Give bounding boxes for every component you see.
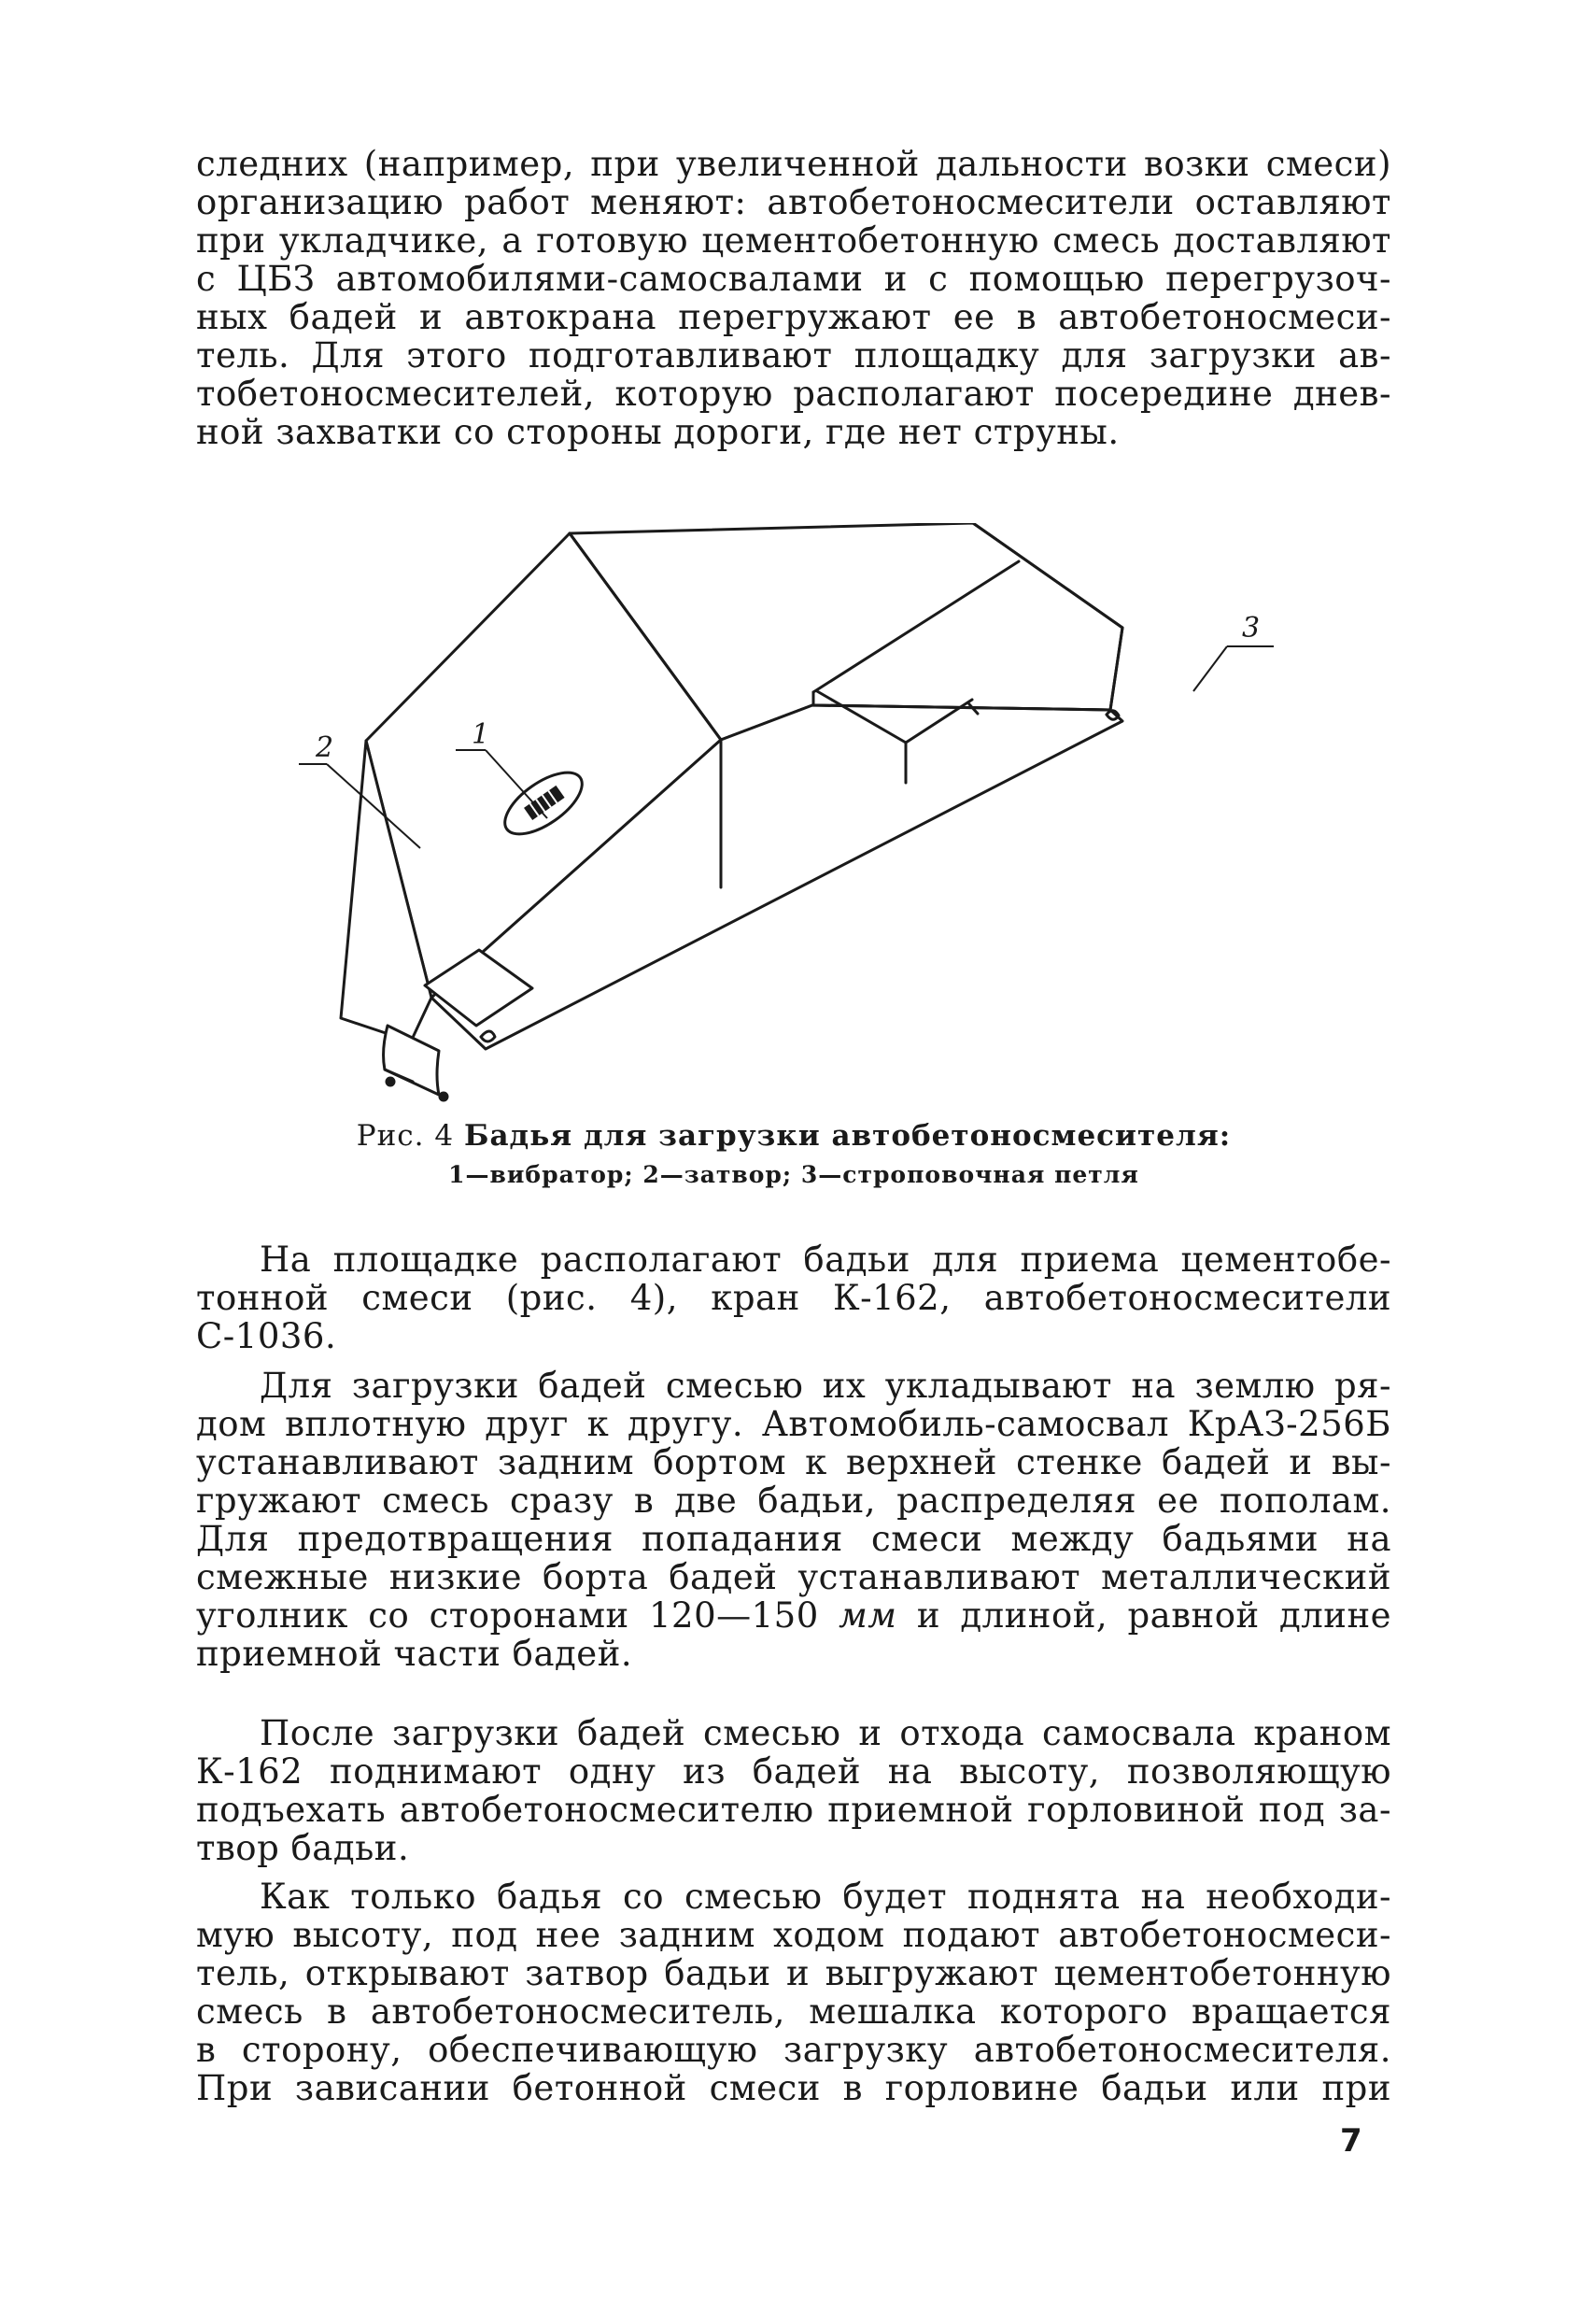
text-line: тонной смеси (рис. 4), кран К-162, автобетоносмесители [196, 1278, 1391, 1318]
text-line: организацию работ меняют: автобетоносмесители оставляют [196, 182, 1391, 222]
text-line: тобетоносмесителей, которую располагают посередине днев- [196, 374, 1391, 414]
callout-2: 2 [316, 731, 334, 764]
text-line: Как только бадья со смесью будет поднята на необходи- [260, 1877, 1391, 1917]
text-line: смежные низкие борта бадей устанавливают металлический [196, 1557, 1391, 1597]
text-line: в сторону, обеспечивающую загрузку автобетоносмесителя. [196, 2030, 1391, 2070]
text-line: тель. Для этого подготавливают площадку для загрузки ав- [196, 335, 1391, 376]
paragraph-3 [196, 1367, 1391, 1673]
text-line: при укладчике, а готовую цементобетонную смесь доставляют [196, 220, 1391, 261]
text-line: устанавливают задним бортом к верхней стенке бадей и вы- [196, 1442, 1391, 1482]
text-line [196, 1596, 1391, 1635]
text-line: приемной части бадей. [196, 1634, 633, 1674]
paragraph-1 [196, 145, 1391, 451]
text-line: мую высоту, под нее задним ходом подают автобетоносмеси- [196, 1915, 1391, 1955]
text-line: тель, открывают затвор бадьи и выгружают цементобетонную [196, 1953, 1391, 1993]
text-line: ных бадей и автокрана перегружают ее в автобетоносмеси- [196, 297, 1391, 337]
text-line: дом вплотную друг к другу. Автомобиль-самосвал КрАЗ-256Б [196, 1404, 1391, 1444]
callout-1: 1 [472, 718, 490, 751]
text-line: ной захватки со стороны дороги, где нет струны. [196, 412, 1120, 452]
figure-legend: 1—вибратор; 2—затвор; 3—строповочная петля [448, 1161, 1139, 1188]
paragraph-4 [196, 1714, 1391, 1867]
text-fragment: уголник со сторонами 120—150 [196, 1595, 819, 1636]
text-line: При зависании бетонной смеси в горловине бадьи или при [196, 2068, 1391, 2108]
text-line: твор бадьи. [196, 1828, 410, 1868]
caption-prefix: Рис. 4 [356, 1119, 455, 1153]
text-line: С-1036. [196, 1316, 337, 1356]
text-line: К-162 поднимают одну из бадей на высоту, позволяющую [196, 1751, 1391, 1792]
bucket-figure [299, 523, 1289, 1102]
text-line: На площадке располагают бадьи для приема цементобе- [260, 1240, 1391, 1280]
text-fragment: и длиной, равной длине [916, 1595, 1392, 1636]
paragraph-2 [196, 1240, 1391, 1355]
text-line: Для предотвращения попадания смеси между бадьями на [196, 1519, 1391, 1559]
figure-caption [196, 1119, 1391, 1153]
unit-mm: мм [839, 1595, 897, 1636]
text-line: гружают смесь сразу в две бадьи, распределяя ее пополам. [196, 1481, 1391, 1521]
page-number: 7 [1340, 2122, 1362, 2160]
text-line: После загрузки бадей смесью и отхода самосвала краном [260, 1713, 1391, 1753]
text-line: Для загрузки бадей смесью их укладывают на землю ря- [260, 1366, 1391, 1406]
caption-title: Бадья для загрузки автобетоносмесителя: [463, 1119, 1232, 1153]
text-line: подъехать автобетоносмесителю приемной горловиной под за- [196, 1790, 1391, 1830]
text-line: с ЦБЗ автомобилями-самосвалами и с помощью перегрузоч- [196, 259, 1391, 299]
bucket-drawing [299, 523, 1289, 1102]
callout-3: 3 [1242, 612, 1261, 645]
paragraph-5 [196, 1878, 1391, 2107]
text-line: следних (например, при увеличенной дальности возки смеси) [196, 144, 1391, 184]
text-line: смесь в автобетоносмеситель, мешалка которого вращается [196, 1991, 1391, 2032]
